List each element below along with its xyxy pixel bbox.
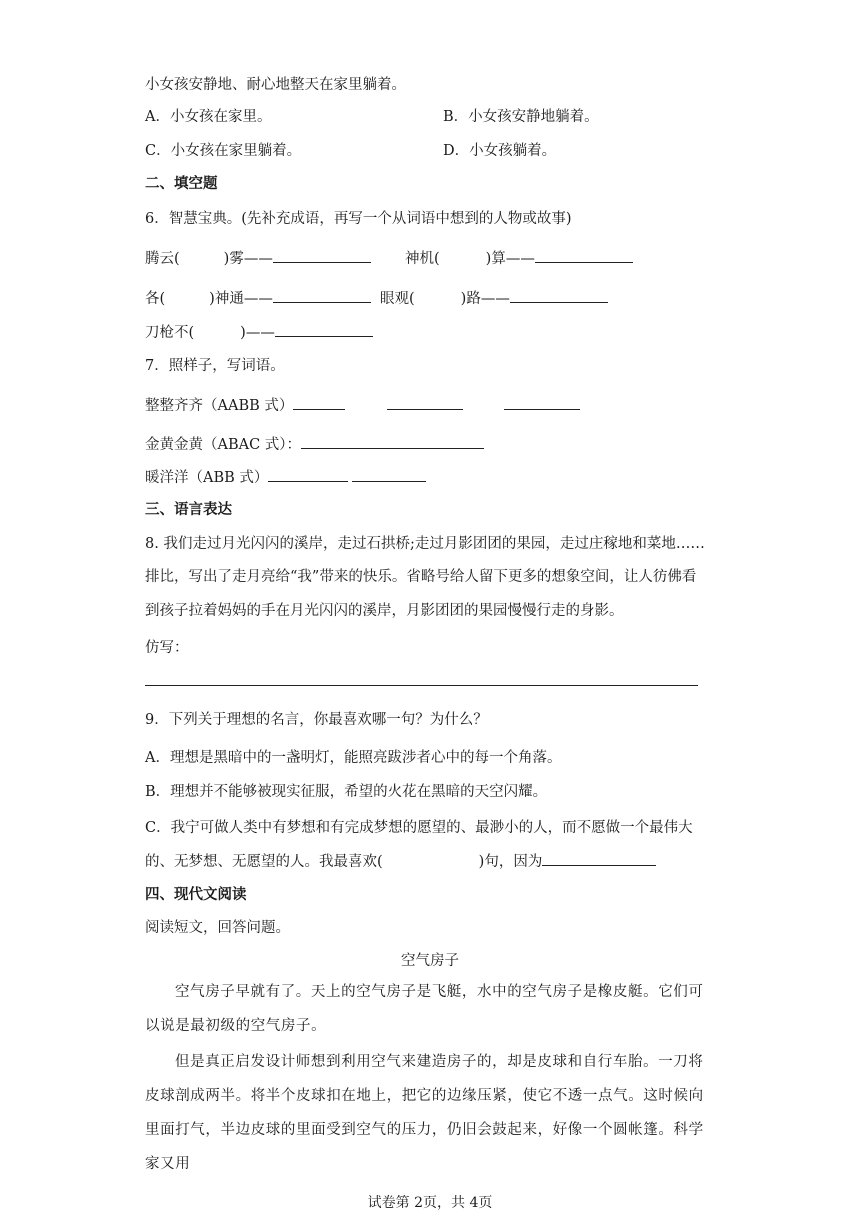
reading-instruction: 阅读短文，回答问题。 <box>145 920 290 936</box>
q7-abb <box>145 467 426 488</box>
q7-abac <box>145 434 484 455</box>
q6-idiom-4-pre: 眼观( <box>380 291 415 307</box>
q6-idiom-3-pre: 各( <box>145 291 166 307</box>
q8-line-2: 排比，写出了走月亮给“我”带来的快乐。省略号给人留下更多的想象空间，让人彷佛看 <box>145 569 697 585</box>
q8-line-1: 8. 我们走过月光闪闪的溪岸，走过石拱桥;走过月影团团的果园，走过庄稼地和菜地…… <box>145 536 705 552</box>
q6-idiom-3-answer-line[interactable] <box>273 288 371 303</box>
q6-idiom-4 <box>380 288 608 309</box>
q9-option-c-line-1: C．我宁可做人类中有梦想和有完成梦想的愿望的、最渺小的人，而不愿做一个最伟大 <box>145 820 693 836</box>
q5-option-a: A．小女孩在家里。 <box>145 109 272 125</box>
q6-idiom-2-pre: 神机( <box>405 251 440 267</box>
section-heading-expression: 三、语言表达 <box>145 502 232 518</box>
q6-idiom-5-mid: )—— <box>240 325 275 341</box>
q6-idiom-5-answer-line[interactable] <box>275 322 373 337</box>
q6-idiom-1 <box>145 248 371 269</box>
q7-aabb-blank-2[interactable] <box>387 395 463 410</box>
q5-option-b: B．小女孩安静地躺着。 <box>443 109 599 125</box>
q6-idiom-4-mid: )路—— <box>460 291 510 307</box>
q6-idiom-5-pre: 刀枪不( <box>145 325 195 341</box>
q7-abb-label: 暖洋洋（ABB 式） <box>145 470 269 486</box>
q5-option-c: C．小女孩在家里躺着。 <box>145 143 302 159</box>
q6-idiom-5 <box>145 322 373 343</box>
q7-aabb <box>145 395 580 416</box>
q9-option-b: B．理想并不能够被现实征服，希望的火花在黑暗的天空闪耀。 <box>145 784 548 800</box>
q8-line-3: 到孩子拉着妈妈的手在月光闪闪的溪岸，月影团团的果园慢慢行走的身影。 <box>145 603 624 619</box>
q9-option-c-line-2 <box>145 851 656 872</box>
q9-answer-pre: 的、无梦想、无愿望的人。我最喜欢( <box>145 854 383 870</box>
q9-option-a: A．理想是黑暗中的一盏明灯，能照亮跋涉者心中的每一个角落。 <box>145 750 562 766</box>
q7-aabb-label: 整整齐齐（AABB 式） <box>145 398 294 414</box>
q8-answer-line[interactable] <box>145 685 698 686</box>
q6-idiom-3-mid: )神通—— <box>209 291 273 307</box>
q7-abb-blank-1[interactable] <box>268 467 348 482</box>
section-heading-fill-blank: 二、填空题 <box>145 176 218 192</box>
q6-idiom-4-answer-line[interactable] <box>510 288 608 303</box>
q5-sentence: 小女孩安静地、耐心地整天在家里躺着。 <box>145 77 406 93</box>
q6-idiom-2-mid: )算—— <box>485 251 535 267</box>
story-paragraph-2: 但是真正启发设计师想到利用空气来建造房子的，却是皮球和自行车胎。一刀将皮球剖成两半。将半个皮球扣在地上，把它的边缘压紧，使它不透一点气。这时候向里面打气，半边皮球的里面受到空气的压力，仍旧会鼓起来，好像一个圆帐篷。科学家又用 <box>145 1054 704 1172</box>
q9-reason-blank[interactable] <box>542 851 656 866</box>
q6-idiom-1-pre: 腾云( <box>145 251 180 267</box>
q6-idiom-1-mid: )雾—— <box>223 251 273 267</box>
q7-aabb-blank-3[interactable] <box>504 395 580 410</box>
q9-answer-mid: )句，因为 <box>478 854 543 870</box>
q7-abac-blank[interactable] <box>301 434 484 449</box>
section-heading-reading: 四、现代文阅读 <box>145 887 247 903</box>
story-paragraph-1: 空气房子早就有了。天上的空气房子是飞艇，水中的空气房子是橡皮艇。它们可以说是最初级的空气房子。 <box>145 984 704 1034</box>
story-title: 空气房子 <box>401 953 459 969</box>
q6-idiom-1-answer-line[interactable] <box>273 248 371 263</box>
q7-prompt: 7．照样子，写词语。 <box>145 358 285 374</box>
q9-prompt: 9．下列关于理想的名言，你最喜欢哪一句？为什么？ <box>145 712 488 728</box>
q8-imitate-label: 仿写： <box>145 640 189 656</box>
q6-prompt: 6．智慧宝典。(先补充成语，再写一个从词语中想到的人物或故事) <box>145 211 572 227</box>
q5-option-d: D．小女孩躺着。 <box>443 143 557 159</box>
q6-idiom-3 <box>145 288 371 309</box>
page-footer: 试卷第 2页，共 4页 <box>367 1195 493 1211</box>
q6-idiom-2 <box>405 248 633 269</box>
q7-abb-blank-2[interactable] <box>352 467 426 482</box>
q7-aabb-blank-1[interactable] <box>293 395 345 410</box>
q6-idiom-2-answer-line[interactable] <box>535 248 633 263</box>
q7-abac-label: 金黄金黄（ABAC 式）： <box>145 437 302 453</box>
